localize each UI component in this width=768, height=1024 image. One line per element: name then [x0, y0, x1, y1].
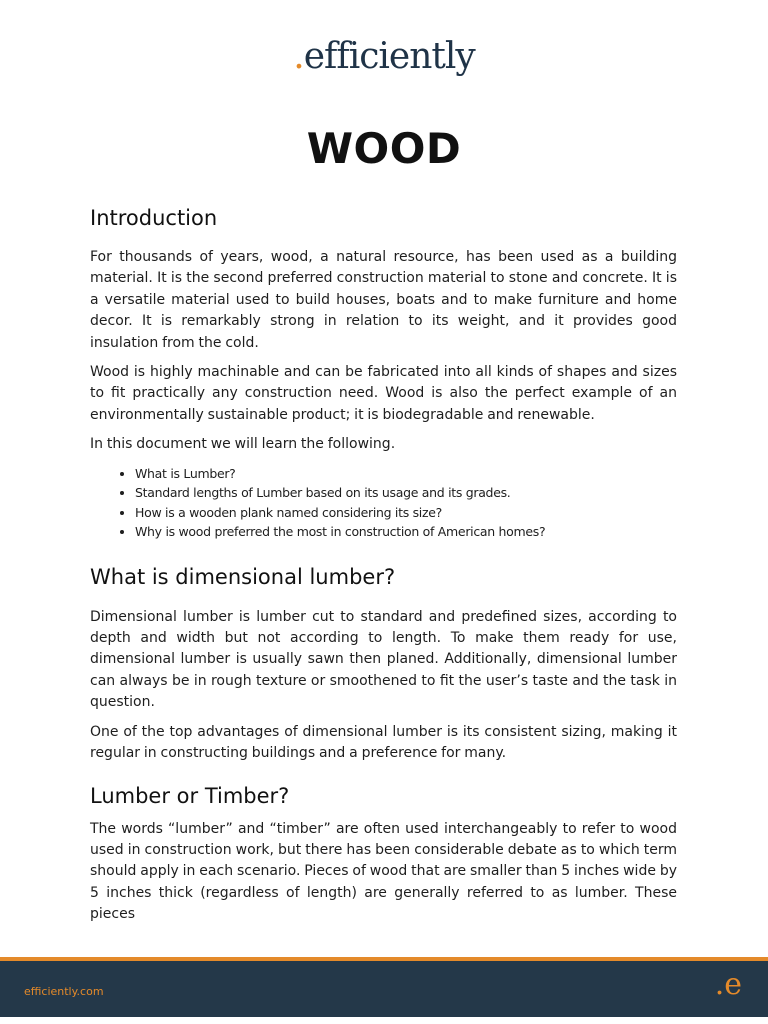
page-bottom-margin: [0, 1017, 768, 1024]
heading-dimensional-lumber: What is dimensional lumber?: [90, 564, 396, 589]
list-item: • Why is wood preferred the most in construction of American homes?: [135, 522, 677, 542]
heading-lumber-or-timber: Lumber or Timber?: [90, 783, 290, 808]
page-title: WOOD: [306, 124, 462, 173]
footer-logo-mark: .e: [714, 967, 742, 1002]
brand-logo: [0, 36, 768, 77]
heading-introduction: Introduction: [90, 206, 218, 230]
dimensional-paragraph-2: One of the top advantages of dimensional lumber is its consistent sizing, making it regular in constructing buildings and a preference for many.: [90, 723, 677, 762]
dimensional-paragraph-1: Dimensional lumber is lumber cut to standard and predefined sizes, according to depth and width but not according to length. To make them ready for use, dimensional lumber is usually sawn then planed. Additionally, dimensional lumber can always be in rough texture or smoothened to fit the user’s taste and the task in question.: [90, 608, 677, 711]
lumber-timber-paragraph-1: The words “lumber” and “timber” are often used interchangeably to refer to wood used in construction work, but there has been considerable debate as to which term should apply in each scenario. Pieces of wood that are smaller than 5 inches wide by 5 inches thick (regardless of length) are generally referred to as lumber. These pieces: [90, 820, 677, 923]
logo-dot: .: [293, 36, 304, 77]
list-item: • Standard lengths of Lumber based on its usage and its grades.: [135, 483, 677, 503]
list-item: • How is a wooden plank named considering its size?: [135, 503, 677, 523]
footer-url: efficiently.com: [24, 985, 104, 998]
intro-paragraph-1: For thousands of years, wood, a natural resource, has been used as a building material. It is the second preferred construction material to stone and concrete. It is a versatile material used to build houses, boats and to make furniture and home decor. It is remarkably strong in relation to its weight, and it provides good insulation from the cold.: [90, 249, 677, 351]
logo-text: efficiently: [303, 36, 475, 77]
topics-list: [90, 464, 677, 542]
list-item: • What is Lumber?: [135, 464, 677, 484]
intro-paragraph-3: In this document we will learn the following.: [90, 436, 396, 453]
page-footer: [0, 961, 768, 1017]
intro-paragraph-2: Wood is highly machinable and can be fabricated into all kinds of shapes and sizes to fit practically any construction need. Wood is also the perfect example of an environmentally sustainable product; it is biodegradable and renewable.: [90, 364, 677, 423]
document-body: [90, 203, 677, 926]
